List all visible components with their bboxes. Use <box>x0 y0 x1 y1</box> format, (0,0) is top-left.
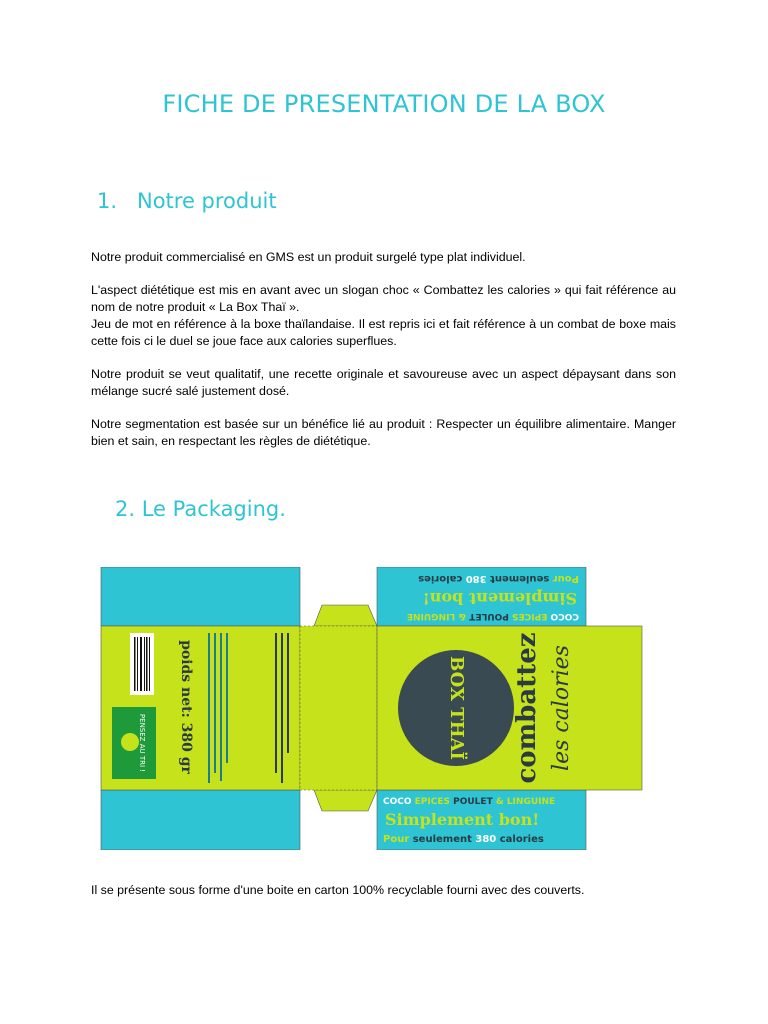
calorie-number-top: 380 <box>465 573 487 584</box>
ingredient-poulet: POULET <box>453 797 493 807</box>
section-number: 1. <box>97 189 118 213</box>
paragraph: L'aspect diététique est mis en avant avec un slogan choc « Combattez les calories » qui fait référence au nom de notre produit « La Box Thaï ». <box>91 283 676 314</box>
weight-label: poids net: 380 gr <box>178 640 194 774</box>
ingredient-linguine-top: & LINGUINE <box>406 611 467 621</box>
calorie-word: calories <box>499 834 544 845</box>
slogan-script: les calories <box>549 645 574 771</box>
calorie-word-top: calories <box>418 573 463 584</box>
ingredient-line <box>383 797 555 807</box>
section-heading-packaging: 2. Le Packaging. <box>115 497 286 521</box>
packaging-caption: Il se présente sous forme d'une boite en carton 100% recyclable fourni avec des couverts. <box>91 883 585 897</box>
ingredient-line-top <box>407 611 579 621</box>
calorie-seulement: seulement <box>412 834 472 845</box>
calorie-number: 380 <box>475 834 497 845</box>
tagline-top: Simplement bon! <box>422 589 577 608</box>
brand-circle-text: BOX THAÏ <box>446 656 467 760</box>
packaging-net-image <box>100 567 643 850</box>
tagline: Simplement bon! <box>385 810 540 829</box>
ingredient-poulet-top: POULET <box>469 611 509 621</box>
page-title: FICHE DE PRESENTATION DE LA BOX <box>162 90 606 118</box>
calorie-pour: Pour <box>383 834 410 845</box>
ingredient-epices: EPICES <box>414 797 450 807</box>
calorie-seulement-top: seulement <box>490 573 550 584</box>
ingredient-epices-top: EPICES <box>512 611 548 621</box>
paragraph: Jeu de mot en référence à la boxe thaïlandaise. Il est repris ici et fait référence à un combat de boxe mais cette fois ci le duel se joue face aux calories superflues. <box>91 317 676 348</box>
calorie-line-top <box>418 573 579 584</box>
slogan-main: combattez <box>512 632 542 784</box>
ingredient-coco: COCO <box>383 797 412 807</box>
paragraph: Notre produit commercialisé en GMS est un produit surgelé type plat individuel. <box>91 250 526 264</box>
recycle-label: PENSEZ AU TRI ! <box>138 713 146 773</box>
section-heading-product <box>97 189 277 213</box>
paragraph: Notre produit se veut qualitatif, une recette originale et savoureuse avec un aspect dépaysant dans son mélange sucré salé justement dosé. <box>91 367 676 398</box>
ingredient-coco-top: COCO <box>550 611 579 621</box>
calorie-pour-top: Pour <box>552 573 579 584</box>
calorie-line <box>383 834 544 845</box>
ingredient-linguine: & LINGUINE <box>495 797 556 807</box>
paragraph: Notre segmentation est basée sur un bénéfice lié au produit : Respecter un équilibre alimentaire. Manger bien et sain, en respectant les règles de diététique. <box>91 417 676 448</box>
section-title: Notre produit <box>137 189 277 213</box>
product-description <box>91 249 676 466</box>
